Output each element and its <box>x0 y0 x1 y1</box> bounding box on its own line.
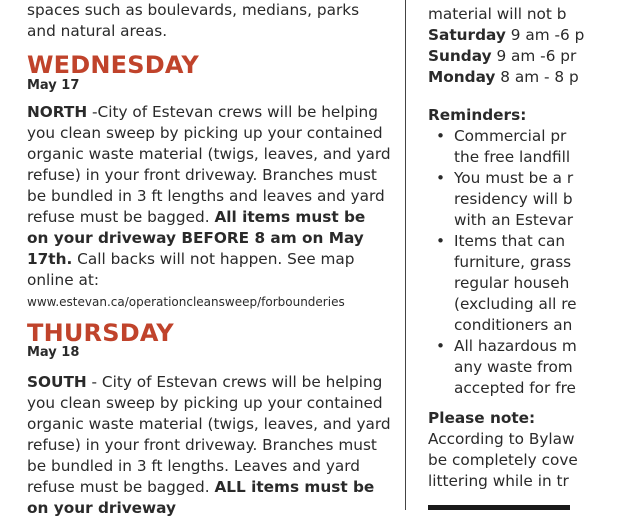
reminders-list <box>428 126 577 399</box>
reminder-item <box>428 126 577 168</box>
thursday-area: SOUTH <box>27 373 87 391</box>
schedule-saturday <box>428 25 584 46</box>
note-line: According to Bylaw <box>428 430 575 448</box>
schedule-hours: 9 am -6 pr <box>491 47 577 65</box>
map-link[interactable]: www.estevan.ca/operationcleansweep/forbounderies <box>27 295 345 309</box>
wednesday-bold-text: All items must be on your driveway BEFORE 8 am on May 17th. <box>27 208 366 268</box>
reminder-line: any waste from <box>454 358 573 376</box>
reminder-line: Items that can <box>454 232 566 250</box>
reminder-line: (excluding all re <box>454 295 577 313</box>
wednesday-date: May 17 <box>27 78 80 93</box>
right-top-line: material will not b <box>428 5 567 23</box>
reminder-item <box>428 231 577 336</box>
reminder-line: You must be a r <box>454 169 574 187</box>
wednesday-text-a: -City of Estevan crews will be helping you clean sweep by picking up your contained organic waste material (twigs, leaves, and yard refuse) in your front driveway. Branches must be bundled in 3 ft lengths and leaves and yard refuse must be bagged. <box>27 103 391 226</box>
intro-line-2: and natural areas. <box>27 22 168 40</box>
schedule-hours: 9 am -6 p <box>505 26 585 44</box>
wednesday-area: NORTH <box>27 103 88 121</box>
column-divider <box>405 0 406 510</box>
reminder-line: regular househ <box>454 274 570 292</box>
note-heading: Please note: <box>428 409 536 427</box>
reminder-line: conditioners an <box>454 316 573 334</box>
thursday-date: May 18 <box>27 345 80 360</box>
reminder-item <box>428 336 577 399</box>
note-line: littering while in tr <box>428 472 569 490</box>
bottom-bar <box>428 505 570 510</box>
note-line: be completely cove <box>428 451 578 469</box>
schedule-sunday <box>428 46 584 67</box>
schedule-hours: 8 am - 8 p <box>495 68 579 86</box>
intro-text <box>27 0 392 42</box>
bullet-icon: • <box>436 232 446 250</box>
bullet-icon: • <box>436 127 446 145</box>
reminder-line: with an Estevar <box>454 211 574 229</box>
thursday-paragraph <box>27 372 392 519</box>
thursday-text-a: - City of Estevan crews will be helping you clean sweep by picking up your contained organic waste material (twigs, leaves, and yard refuse) in your front driveway. Branches must be bundled in 3 ft lengths. Leaves and yard refuse must be bagged. <box>27 373 391 496</box>
note-text <box>428 429 578 492</box>
reminder-line: furniture, grass <box>454 253 572 271</box>
schedule-list <box>428 25 584 88</box>
reminder-line: Commercial pr <box>454 127 567 145</box>
bullet-icon: • <box>436 169 446 187</box>
reminder-line: All hazardous m <box>454 337 577 355</box>
schedule-monday <box>428 67 584 88</box>
wednesday-heading: WEDNESDAY <box>27 51 199 79</box>
reminder-item <box>428 168 577 231</box>
thursday-heading: THURSDAY <box>27 319 174 347</box>
reminder-line: accepted for fre <box>454 379 576 397</box>
reminder-line: residency will b <box>454 190 573 208</box>
wednesday-text-b: Call backs will not happen. See map online at: <box>27 250 355 289</box>
thursday-bold-text: ALL items must be on your driveway <box>27 478 375 517</box>
schedule-day: Saturday <box>428 26 506 44</box>
intro-line-1: spaces such as boulevards, medians, parks <box>27 1 360 19</box>
reminder-line: the free landfill <box>454 148 571 166</box>
wednesday-paragraph <box>27 102 392 313</box>
schedule-day: Monday <box>428 68 496 86</box>
reminders-heading: Reminders: <box>428 106 527 124</box>
bullet-icon: • <box>436 337 446 355</box>
schedule-day: Sunday <box>428 47 492 65</box>
